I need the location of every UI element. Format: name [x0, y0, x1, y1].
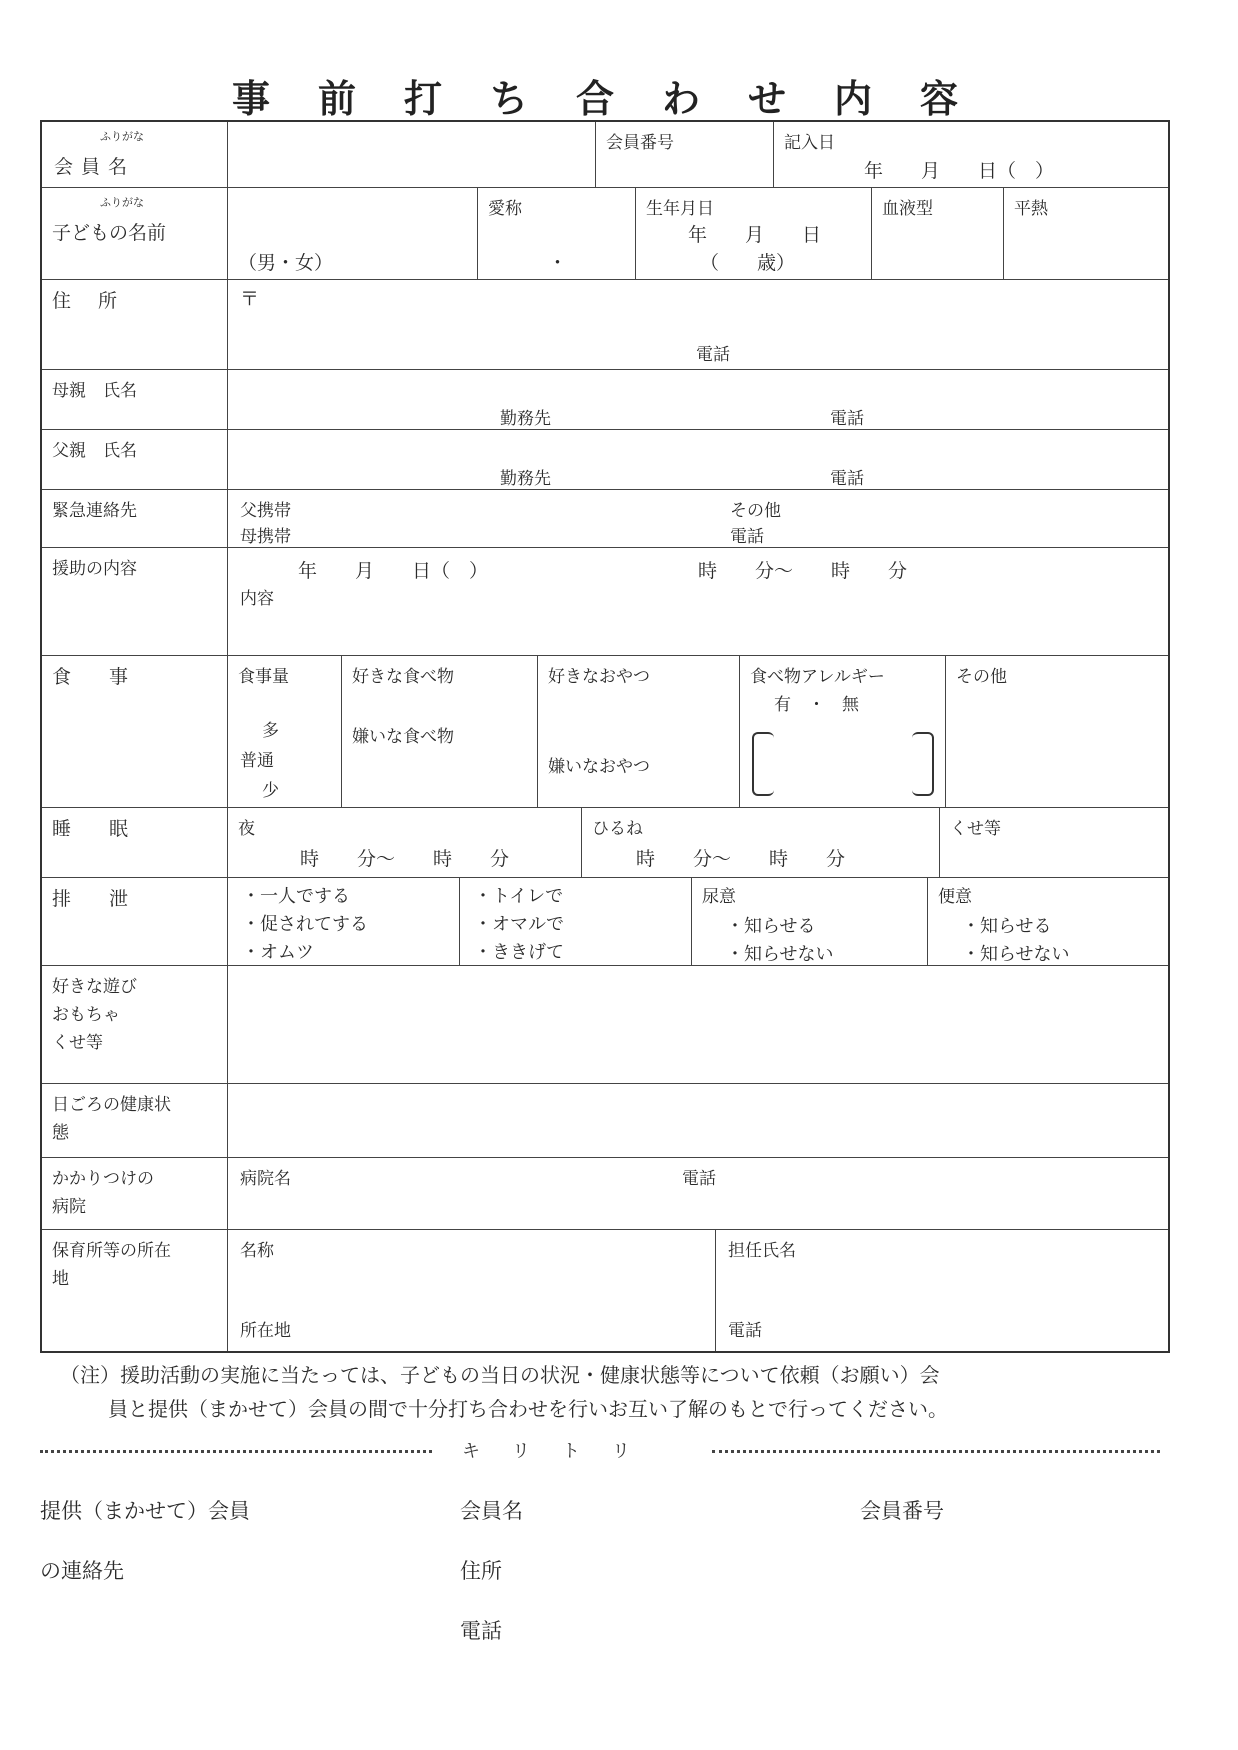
- age-format: （ 歳）: [700, 252, 796, 274]
- child-name-label-cell: [42, 188, 228, 279]
- support-label: 援助の内容: [52, 559, 137, 579]
- nickname-label: 愛称: [488, 199, 522, 219]
- night-label: 夜: [238, 819, 255, 839]
- nursery-name-cell[interactable]: [228, 1230, 716, 1351]
- mother-mobile-label: 母携帯: [240, 527, 291, 547]
- meal-other-cell[interactable]: [946, 656, 1168, 807]
- support-label-cell: [42, 548, 228, 655]
- normal-temp-cell[interactable]: [1004, 188, 1168, 279]
- meal-amount-option[interactable]: 少: [262, 781, 279, 801]
- toilet-option[interactable]: ・オマルで: [474, 914, 564, 935]
- birthdate-format: 年 月 日: [688, 224, 822, 246]
- meal-row: [42, 656, 1168, 808]
- birthdate-label: 生年月日: [646, 199, 714, 219]
- member-number-cell[interactable]: [596, 122, 774, 187]
- gender-options: （男・女）: [238, 252, 334, 274]
- play-label-cell: [42, 966, 228, 1083]
- night-time-format: 時 分〜 時 分: [300, 848, 510, 870]
- birthdate-cell[interactable]: [636, 188, 872, 279]
- child-row: [42, 188, 1168, 280]
- allergy-label: 食べ物アレルギー: [750, 667, 885, 687]
- toilet-label: 排 泄: [52, 888, 129, 910]
- hospital-label-cell: [42, 1158, 228, 1229]
- toilet-option[interactable]: ・一人でする: [242, 886, 350, 907]
- hospital-row: [42, 1158, 1168, 1230]
- sleep-label-cell: [42, 808, 228, 877]
- health-label-line: 日ごろの健康状: [52, 1095, 171, 1115]
- toilet-option[interactable]: ・ききげて: [474, 942, 564, 963]
- meal-label: 食 事: [52, 666, 129, 688]
- meal-other-label: その他: [956, 667, 1007, 687]
- furigana-label: ふりがな: [100, 196, 144, 209]
- nursery-row: [42, 1230, 1168, 1351]
- cut-line-right: [712, 1450, 1160, 1453]
- play-label-line: 好きな遊び: [52, 977, 137, 997]
- address-phone-label: 電話: [696, 345, 730, 365]
- nursery-location-label: 所在地: [240, 1321, 291, 1341]
- allergy-options[interactable]: 有 ・ 無: [774, 695, 859, 715]
- play-label-line: くせ等: [52, 1033, 103, 1053]
- toilet-label-cell: [42, 878, 228, 965]
- member-name-field[interactable]: [228, 122, 596, 187]
- cut-line-left: [40, 1450, 432, 1453]
- hospital-name-label: 病院名: [240, 1169, 291, 1189]
- sleep-habit-label: くせ等: [950, 819, 1001, 839]
- address-row: [42, 280, 1168, 370]
- nap-label: ひるね: [592, 819, 643, 839]
- hospital-field[interactable]: [228, 1158, 1168, 1229]
- date-cell[interactable]: [774, 122, 1168, 187]
- member-number-label: 会員番号: [606, 133, 674, 153]
- allergy-cell[interactable]: [740, 656, 946, 807]
- meal-amount-option[interactable]: 普通: [240, 751, 274, 771]
- emergency-label-cell: [42, 490, 228, 547]
- play-label-line: おもちゃ: [52, 1005, 120, 1025]
- health-row: [42, 1084, 1168, 1158]
- favorite-snack-label: 好きなおやつ: [548, 667, 650, 687]
- postal-mark: 〒: [240, 288, 260, 310]
- nursery-label-cell: [42, 1230, 228, 1351]
- nursery-label-line: 保育所等の所在: [52, 1241, 171, 1261]
- health-label-line: 態: [52, 1123, 69, 1143]
- furigana-label: ふりがな: [100, 130, 144, 143]
- child-name-field[interactable]: [228, 188, 478, 279]
- favorite-food-label: 好きな食べ物: [352, 667, 454, 687]
- bowel-cell[interactable]: [928, 878, 1168, 965]
- meal-amount-label: 食事量: [238, 667, 289, 687]
- meal-amount-cell[interactable]: [228, 656, 342, 807]
- hospital-phone-label: 電話: [682, 1169, 716, 1189]
- nursery-teacher-label: 担任氏名: [728, 1241, 796, 1261]
- address-label-cell: [42, 280, 228, 369]
- note-line: 員と提供（まかせて）会員の間で十分打ち合わせを行いお互い了解のもとで行ってください。: [108, 1397, 948, 1421]
- member-name-label: 会員名: [54, 156, 136, 178]
- page-title: 事前打ち合わせ内容: [231, 76, 1006, 121]
- play-field[interactable]: [228, 966, 1168, 1083]
- toilet-method-cell[interactable]: [228, 878, 460, 965]
- nursery-teacher-cell[interactable]: [716, 1230, 1168, 1351]
- emergency-field[interactable]: [228, 490, 1168, 547]
- mother-label: 母親 氏名: [52, 381, 137, 401]
- play-row: [42, 966, 1168, 1084]
- urine-cell[interactable]: [692, 878, 928, 965]
- toilet-place-cell[interactable]: [460, 878, 692, 965]
- support-time-format: 時 分〜 時 分: [698, 560, 908, 582]
- nap-time-format: 時 分〜 時 分: [636, 848, 846, 870]
- support-content-label: 内容: [240, 589, 274, 609]
- father-row: [42, 430, 1168, 490]
- blood-type-label: 血液型: [882, 199, 933, 219]
- toilet-row: [42, 878, 1168, 966]
- cut-line-label: キリトリ: [462, 1441, 662, 1462]
- favorite-food-cell[interactable]: [342, 656, 538, 807]
- disliked-snack-label: 嫌いなおやつ: [548, 757, 650, 777]
- date-label: 記入日: [784, 133, 835, 153]
- father-phone-label: 電話: [830, 469, 864, 489]
- member-row: [42, 122, 1168, 188]
- meal-amount-option[interactable]: 多: [262, 721, 279, 741]
- address-label: 住 所: [52, 290, 122, 312]
- toilet-option[interactable]: ・オムツ: [242, 942, 314, 963]
- father-label-cell: [42, 430, 228, 489]
- night-sleep-cell[interactable]: [228, 808, 582, 877]
- bowel-option[interactable]: ・知らせる: [962, 916, 1052, 937]
- blood-type-cell[interactable]: [872, 188, 1004, 279]
- address-field[interactable]: [228, 280, 1168, 369]
- contact-label: の連絡先: [40, 1559, 124, 1583]
- other-contact-label: その他: [730, 501, 781, 521]
- mother-field[interactable]: [228, 370, 1168, 429]
- father-work-label: 勤務先: [500, 469, 551, 489]
- emergency-label: 緊急連絡先: [52, 501, 137, 521]
- mother-phone-label: 電話: [830, 409, 864, 429]
- child-name-label: 子どもの名前: [52, 222, 167, 244]
- provider-member-name-label: 会員名: [460, 1499, 523, 1523]
- meal-label-cell: [42, 656, 228, 807]
- note-line: （注）援助活動の実施に当たっては、子どもの当日の状況・健康状態等について依頼（お願い）会: [60, 1363, 940, 1387]
- other-phone-label: 電話: [730, 527, 764, 547]
- hospital-label-line: 病院: [52, 1197, 86, 1217]
- sleep-habit-cell[interactable]: [940, 808, 1168, 877]
- emergency-row: [42, 490, 1168, 548]
- mother-label-cell: [42, 370, 228, 429]
- urine-label: 尿意: [702, 887, 736, 907]
- normal-temp-label: 平熱: [1014, 199, 1048, 219]
- meeting-form: [40, 120, 1170, 1353]
- nursery-label-line: 地: [52, 1269, 69, 1289]
- bowel-label: 便意: [938, 887, 972, 907]
- health-field[interactable]: [228, 1084, 1168, 1157]
- health-label-cell: [42, 1084, 228, 1157]
- sleep-row: [42, 808, 1168, 878]
- nickname-dot: ・: [548, 252, 568, 274]
- nap-cell[interactable]: [582, 808, 940, 877]
- favorite-snack-cell[interactable]: [538, 656, 740, 807]
- mother-row: [42, 370, 1168, 430]
- father-field[interactable]: [228, 430, 1168, 489]
- toilet-option[interactable]: ・トイレで: [474, 886, 564, 907]
- nickname-cell[interactable]: [478, 188, 636, 279]
- date-format: 年 月 日（ ）: [864, 160, 1055, 182]
- urine-option[interactable]: ・知らせない: [726, 944, 834, 965]
- provider-label: 提供（まかせて）会員: [40, 1499, 250, 1523]
- father-label: 父親 氏名: [52, 441, 137, 461]
- support-date-format: 年 月 日（ ）: [298, 560, 489, 582]
- urine-option[interactable]: ・知らせる: [726, 916, 816, 937]
- bowel-option[interactable]: ・知らせない: [962, 944, 1070, 965]
- hospital-label-line: かかりつけの: [52, 1169, 154, 1189]
- father-mobile-label: 父携帯: [240, 501, 291, 521]
- note-text: [60, 1358, 1160, 1426]
- provider-member-number-label: 会員番号: [860, 1499, 944, 1523]
- allergy-bracket-left: [752, 732, 774, 796]
- nursery-phone-label: 電話: [728, 1321, 762, 1341]
- toilet-option[interactable]: ・促されてする: [242, 914, 368, 935]
- sleep-label: 睡 眠: [52, 818, 129, 840]
- provider-address-label: 住所: [460, 1559, 502, 1583]
- support-row: [42, 548, 1168, 656]
- disliked-food-label: 嫌いな食べ物: [352, 727, 454, 747]
- nursery-name-label: 名称: [240, 1241, 274, 1261]
- provider-phone-label: 電話: [460, 1619, 502, 1643]
- allergy-bracket-right: [912, 732, 934, 796]
- support-field[interactable]: [228, 548, 1168, 655]
- mother-work-label: 勤務先: [500, 409, 551, 429]
- member-name-label-cell: [42, 122, 228, 187]
